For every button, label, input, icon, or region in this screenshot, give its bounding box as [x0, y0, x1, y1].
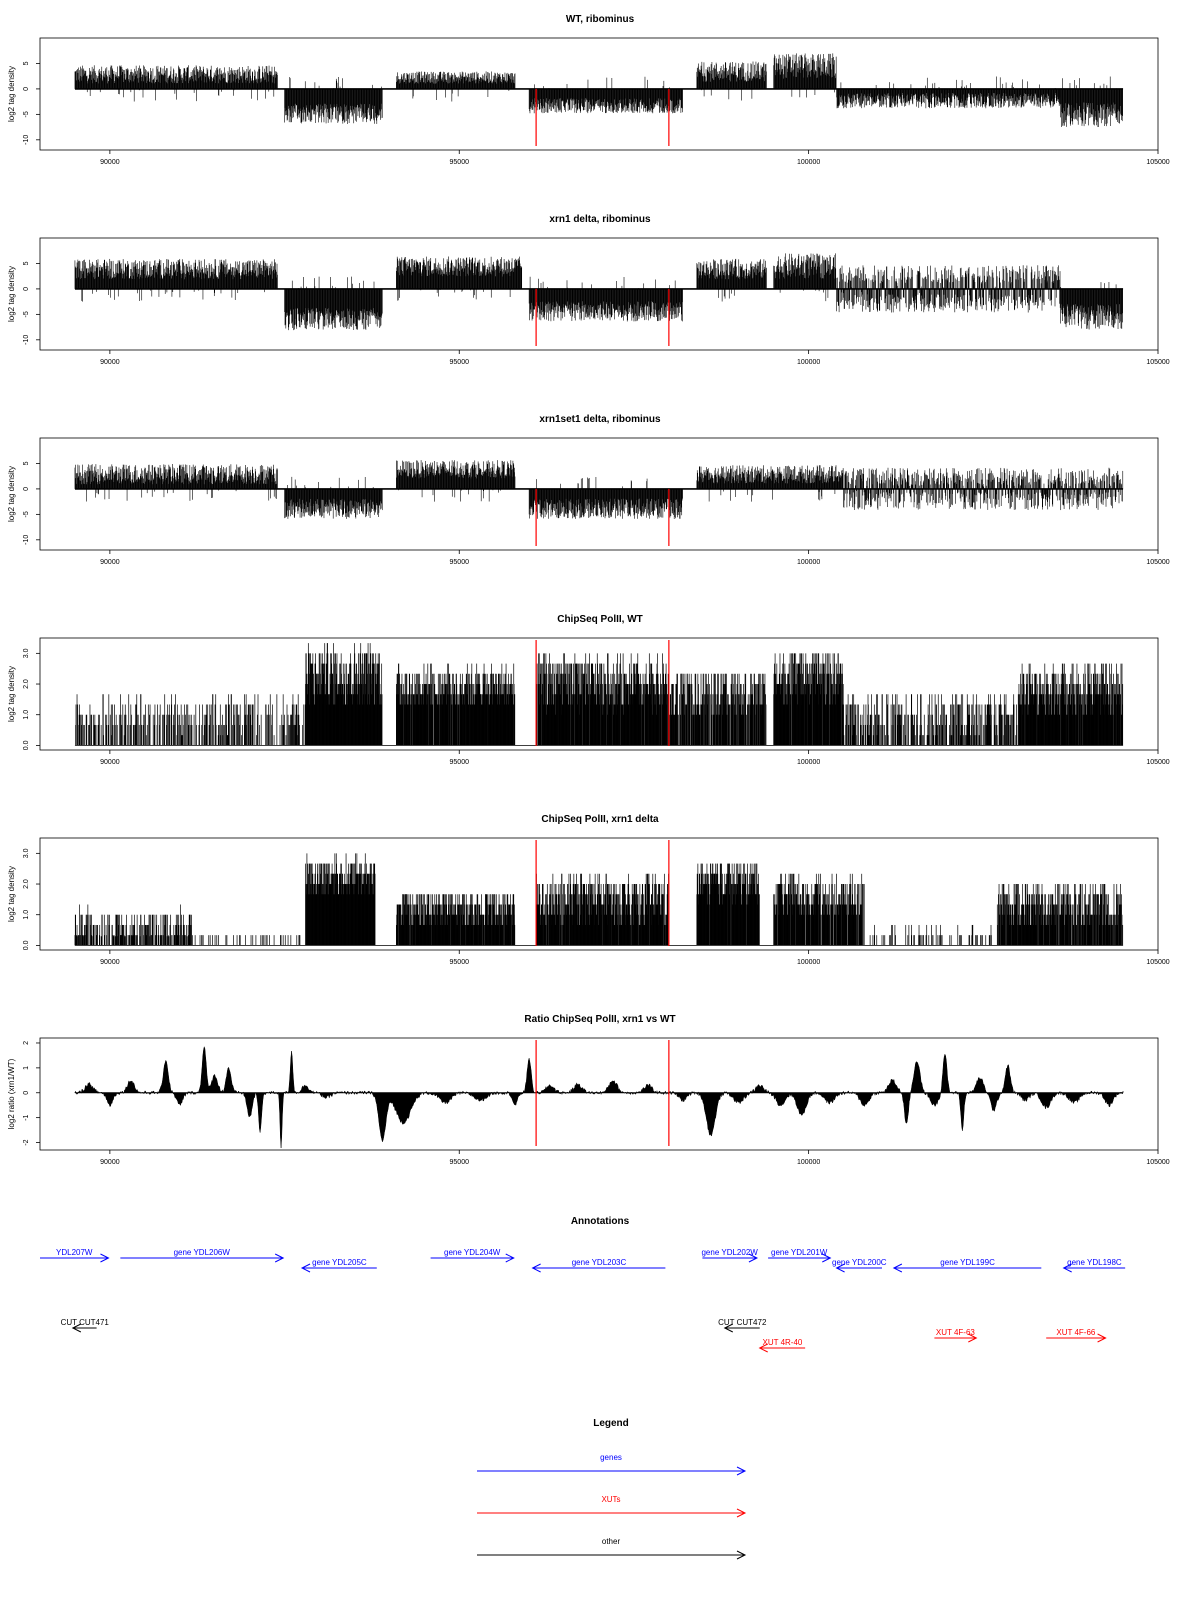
x-tick-label: 105000	[1146, 159, 1170, 166]
y-tick-label: -5	[23, 311, 30, 318]
y-axis-label: log2 tag density	[7, 265, 16, 323]
chart-panel-1	[7, 14, 1170, 166]
data-marks	[75, 253, 1123, 330]
x-tick-label: 100000	[796, 359, 821, 366]
y-tick-label: -5	[23, 111, 30, 118]
x-tick-label: 90000	[100, 359, 120, 366]
y-tick-label: 0	[23, 286, 30, 291]
data-marks	[75, 53, 1123, 127]
y-tick-label: 5	[23, 261, 30, 266]
chart-title: xrn1 delta, ribominus	[549, 214, 651, 225]
chart-title: WT, ribominus	[565, 14, 635, 25]
chart-panel-2	[7, 214, 1170, 366]
y-tick-label: -10	[23, 134, 30, 145]
y-tick-label: 0	[23, 86, 30, 91]
x-tick-label: 95000	[449, 359, 469, 366]
x-tick-label: 100000	[796, 159, 821, 166]
x-tick-label: 90000	[100, 159, 120, 166]
y-axis-label: log2 tag density	[7, 65, 16, 123]
x-tick-label: 95000	[449, 159, 469, 166]
x-tick-label: 105000	[1146, 359, 1170, 366]
y-tick-label: 5	[23, 61, 30, 66]
y-tick-label: -10	[23, 334, 30, 345]
